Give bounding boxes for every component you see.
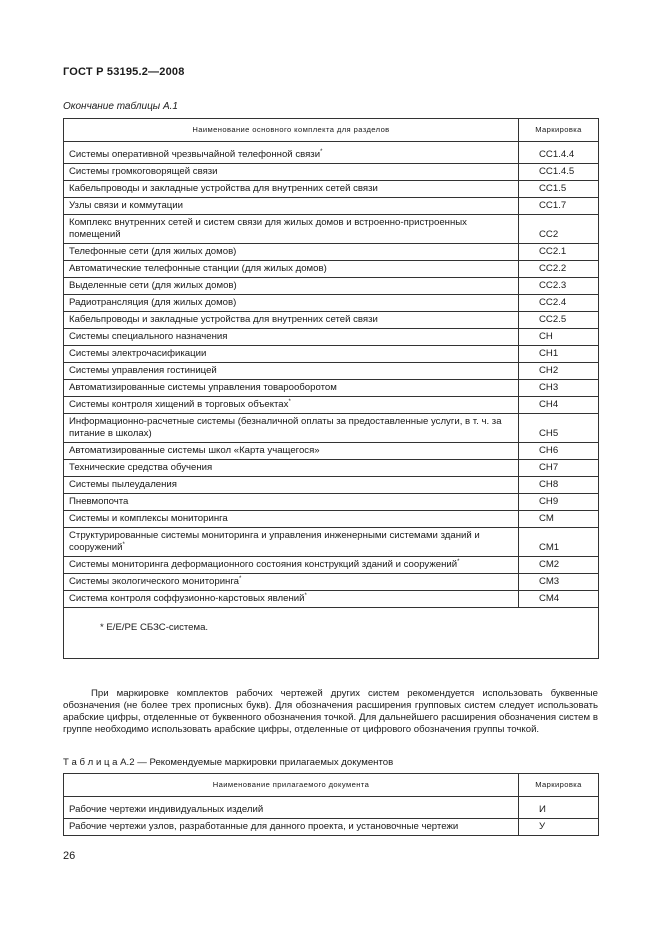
row-name: Система контроля соффузионно-карстовых явлений [69, 593, 305, 604]
row-code-cell [519, 363, 599, 380]
table-row [64, 278, 599, 295]
row-code: СС2.3 [539, 280, 567, 291]
row-code: СН8 [539, 479, 559, 490]
table1-col-name-header: Наименование основного комплекта для разделов [64, 119, 519, 142]
footnote-mark: * [122, 541, 125, 548]
row-name: Выделенные сети (для жилых домов) [69, 280, 237, 291]
table-row [64, 380, 599, 397]
row-name-cell [64, 443, 519, 460]
row-code-cell [519, 591, 599, 608]
row-name-cell [64, 295, 519, 312]
row-code-cell [519, 802, 599, 819]
row-code: СН4 [539, 399, 559, 410]
row-name-cell [64, 494, 519, 511]
row-name: Системы мониторинга деформационного состояния конструкций зданий и сооружений [69, 559, 458, 570]
row-name-cell [64, 215, 519, 244]
table2-col-code-header: Маркировка [519, 774, 599, 797]
page-number: 26 [63, 850, 76, 862]
row-name: Системы пылеудаления [69, 479, 177, 490]
table-row [64, 414, 599, 443]
table2-caption: Т а б л и ц а А.2 — Рекомендуемые маркировки прилагаемых документов [63, 757, 394, 768]
row-code: СН2 [539, 365, 559, 376]
row-name-cell [64, 414, 519, 443]
row-name-cell [64, 198, 519, 215]
table-row [64, 198, 599, 215]
table2-body [64, 797, 599, 836]
row-code-cell [519, 443, 599, 460]
row-name: Радиотрансляция (для жилых домов) [69, 297, 237, 308]
row-name-cell [64, 147, 519, 164]
row-name-cell [64, 380, 519, 397]
row-code-cell [519, 414, 599, 443]
footnote-mark: * [457, 558, 460, 565]
row-code-cell [519, 147, 599, 164]
row-name: Системы управления гостиницей [69, 365, 217, 376]
row-code: СМ [539, 513, 554, 524]
row-code: СМ4 [539, 593, 560, 604]
table-a1 [63, 118, 599, 659]
row-name-cell [64, 574, 519, 591]
row-code-cell [519, 198, 599, 215]
row-code: СС1.4.4 [539, 149, 575, 160]
row-code-cell [519, 215, 599, 244]
table-row [64, 164, 599, 181]
row-name: Рабочие чертежи индивидуальных изделий [69, 804, 264, 815]
row-name-cell [64, 460, 519, 477]
row-code: СН6 [539, 445, 559, 456]
row-name-cell [64, 164, 519, 181]
row-code-cell [519, 295, 599, 312]
row-name-cell [64, 819, 519, 836]
row-code: СС1.4.5 [539, 166, 575, 177]
row-name: Комплекс внутренних сетей и систем связи для жилых домов и встроенно-пристроенных помещений [69, 217, 467, 240]
row-name-cell [64, 261, 519, 278]
row-code: СМ3 [539, 576, 560, 587]
table-row [64, 346, 599, 363]
row-name-cell [64, 346, 519, 363]
row-name: Системы громкоговорящей связи [69, 166, 218, 177]
row-code-cell [519, 329, 599, 346]
row-code-cell [519, 477, 599, 494]
row-name-cell [64, 528, 519, 557]
table-row [64, 147, 599, 164]
row-name-cell [64, 477, 519, 494]
table-row [64, 528, 599, 557]
row-name-cell [64, 181, 519, 198]
row-code-cell [519, 528, 599, 557]
row-code: СС2.1 [539, 246, 567, 257]
table-row [64, 494, 599, 511]
row-code-cell [519, 557, 599, 574]
row-name-cell [64, 278, 519, 295]
row-code-cell [519, 261, 599, 278]
row-code: И [539, 804, 546, 815]
row-code: СС1.5 [539, 183, 567, 194]
row-name-cell [64, 511, 519, 528]
row-code: СС2 [539, 229, 559, 240]
row-code-cell [519, 244, 599, 261]
row-code: СН [539, 331, 553, 342]
row-name: Рабочие чертежи узлов, разработанные для данного проекта, и установочные чертежи [69, 821, 459, 832]
row-name-cell [64, 802, 519, 819]
table-row [64, 511, 599, 528]
table-row [64, 312, 599, 329]
table-row [64, 819, 599, 836]
footnote-row [64, 608, 599, 659]
table-row [64, 181, 599, 198]
row-name-cell [64, 397, 519, 414]
row-name: Системы экологического мониторинга [69, 576, 239, 587]
body-paragraph: При маркировке комплектов рабочих чертежей других систем рекомендуется использовать буквенные обозначения (не более трех прописных букв). Для обозначения расширения групповых систем следует использовать арабские цифры, отделенные от буквенного обозначения точкой. Для дальнейшего расширения обозначения систем в группе необходимо использовать арабские цифры, отделенные от цифрового обозначения группы точкой. [63, 688, 598, 735]
row-code: СН1 [539, 348, 559, 359]
table1-body [64, 142, 599, 659]
row-name: Автоматизированные системы школ «Карта учащегося» [69, 445, 320, 456]
row-code-cell [519, 346, 599, 363]
table2-col-name-header: Наименование прилагаемого документа [64, 774, 519, 797]
row-code-cell [519, 574, 599, 591]
table-row [64, 460, 599, 477]
row-code: СН7 [539, 462, 559, 473]
row-code: СС1.7 [539, 200, 567, 211]
table-row [64, 329, 599, 346]
row-code-cell [519, 380, 599, 397]
table-row [64, 215, 599, 244]
row-code-cell [519, 511, 599, 528]
row-name: Узлы связи и коммутации [69, 200, 184, 211]
table-row [64, 591, 599, 608]
row-code: СС2.4 [539, 297, 567, 308]
row-name: Системы и комплексы мониторинга [69, 513, 228, 524]
row-code: СС2.2 [539, 263, 567, 274]
row-name: Системы электрочасификации [69, 348, 207, 359]
row-name-cell [64, 557, 519, 574]
table-row [64, 397, 599, 414]
row-name-cell [64, 329, 519, 346]
row-code: СН9 [539, 496, 559, 507]
row-name: Системы специального назначения [69, 331, 228, 342]
row-name: Кабельпроводы и закладные устройства для внутренних сетей связи [69, 183, 378, 194]
row-name-cell [64, 244, 519, 261]
row-code: СМ1 [539, 542, 560, 553]
footnote-mark: * [320, 148, 323, 155]
table-row [64, 363, 599, 380]
row-code-cell [519, 494, 599, 511]
document-code: ГОСТ Р 53195.2—2008 [63, 66, 185, 78]
row-code-cell [519, 181, 599, 198]
table-row [64, 261, 599, 278]
row-name-cell [64, 312, 519, 329]
row-name: Кабельпроводы и закладные устройства для внутренних сетей связи [69, 314, 378, 325]
table1-footnote: * Е/Е/РЕ СБЗС-система. [64, 608, 599, 659]
row-code-cell [519, 397, 599, 414]
row-code: СН3 [539, 382, 559, 393]
row-code-cell [519, 278, 599, 295]
row-code: СН5 [539, 428, 559, 439]
row-name: Системы контроля хищений в торговых объектах [69, 399, 289, 410]
row-code-cell [519, 819, 599, 836]
table1-caption: Окончание таблицы А.1 [63, 101, 178, 112]
row-code-cell [519, 164, 599, 181]
row-name: Системы оперативной чрезвычайной телефонной связи [69, 149, 321, 160]
table-row [64, 443, 599, 460]
row-name: Технические средства обучения [69, 462, 213, 473]
row-name: Пневмопочта [69, 496, 129, 507]
row-name: Телефонные сети (для жилых домов) [69, 246, 237, 257]
row-code: У [539, 821, 546, 832]
table-row [64, 574, 599, 591]
row-name-cell [64, 591, 519, 608]
table-row [64, 295, 599, 312]
row-code-cell [519, 460, 599, 477]
row-code-cell [519, 312, 599, 329]
table-row [64, 477, 599, 494]
footnote-mark: * [288, 398, 291, 405]
row-name-cell [64, 363, 519, 380]
table1-col-code-header: Маркировка [519, 119, 599, 142]
table-a2 [63, 773, 599, 836]
row-code: СС2.5 [539, 314, 567, 325]
row-name: Информационно-расчетные системы (безналичной оплаты за предоставленные услуги, в т. ч. за питание в школах) [69, 416, 502, 439]
row-name: Структурированные системы мониторинга и управления инженерными системами зданий и сооружений [69, 530, 480, 553]
table-row [64, 802, 599, 819]
table-row [64, 244, 599, 261]
footnote-mark: * [304, 592, 307, 599]
table-row [64, 557, 599, 574]
row-code: СМ2 [539, 559, 560, 570]
row-name: Автоматизированные системы управления товарооборотом [69, 382, 337, 393]
footnote-mark: * [238, 575, 242, 582]
row-name: Автоматические телефонные станции (для жилых домов) [69, 263, 327, 274]
